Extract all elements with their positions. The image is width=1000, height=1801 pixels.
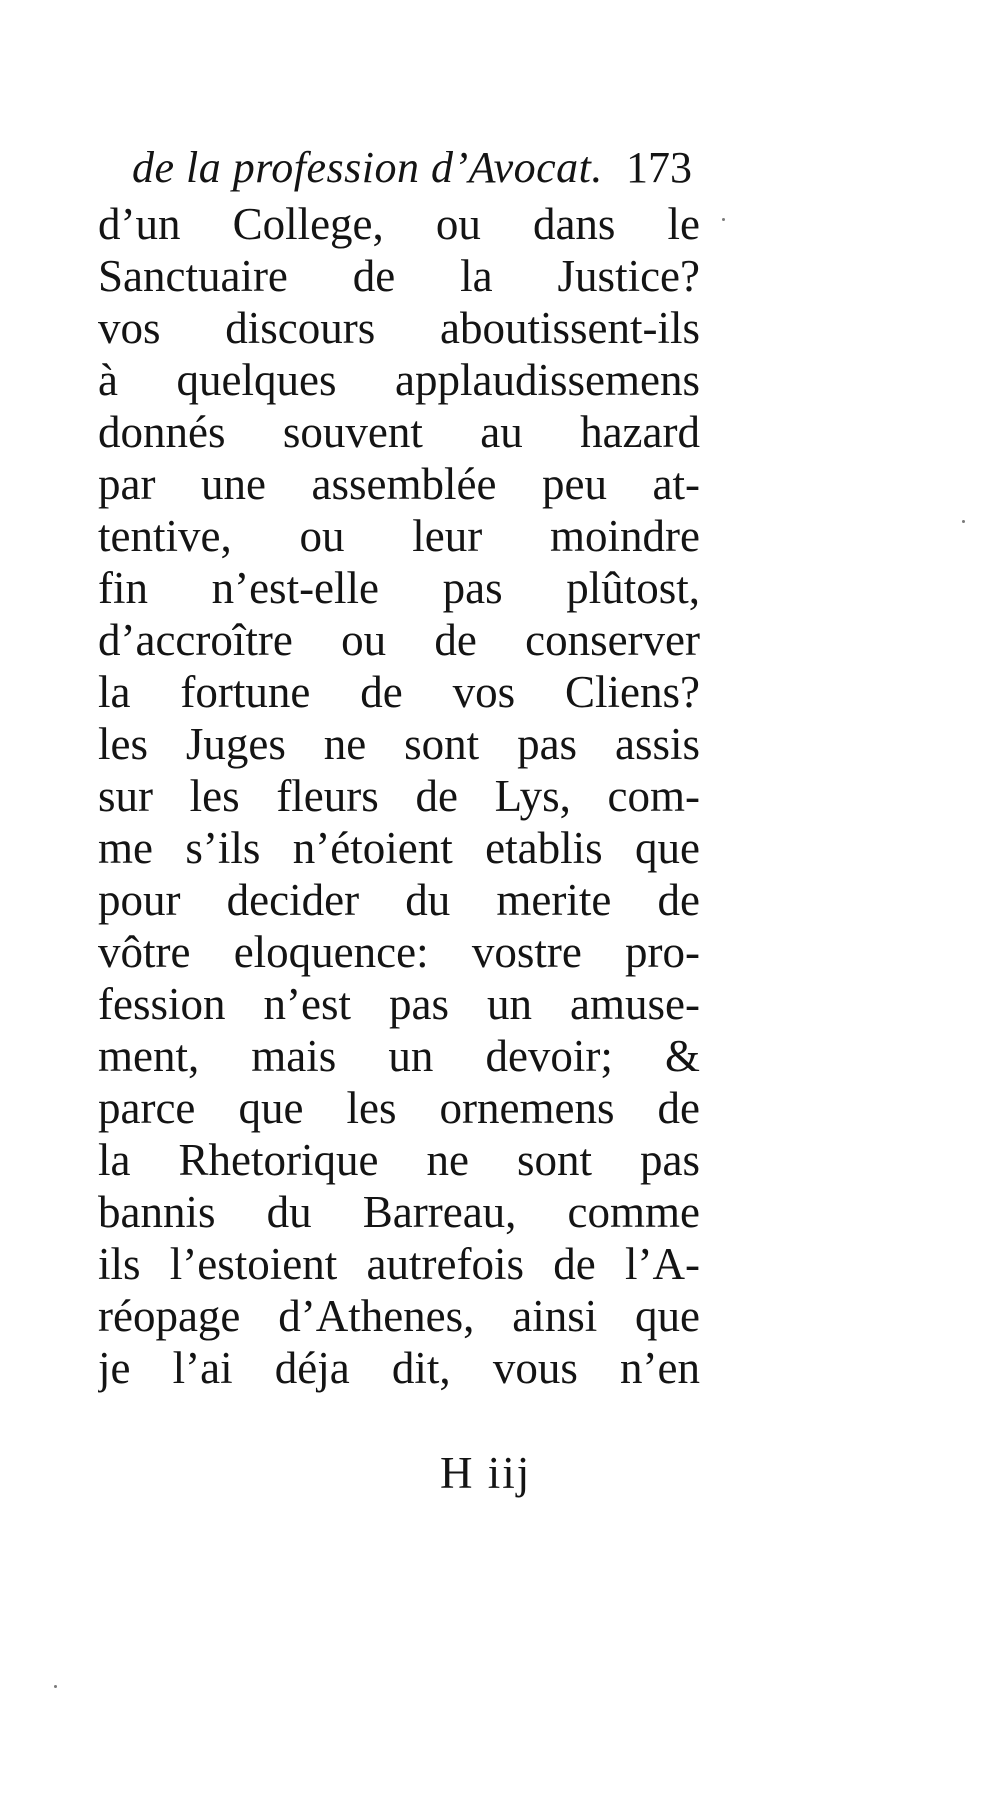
text-line: parce que les ornemens de: [98, 1083, 700, 1133]
text-line: je l’ai déja dit, vous n’en: [98, 1343, 700, 1393]
text-line: fin n’est-elle pas plûtost,: [98, 563, 700, 613]
text-line: me s’ils n’étoient etablis que: [98, 823, 700, 873]
text-line: vôtre eloquence: vostre pro-: [98, 927, 700, 977]
page-number: 173: [626, 143, 692, 192]
paper-speck: [722, 218, 725, 221]
text-line: les Juges ne sont pas assis: [98, 719, 700, 769]
text-line: d’un College, ou dans le: [98, 199, 700, 249]
paper-speck: [962, 520, 965, 523]
text-line: Sanctuaire de la Justice?: [98, 251, 700, 301]
text-line: bannis du Barreau, comme: [98, 1187, 700, 1237]
text-line: vos discours aboutissent-ils: [98, 303, 700, 353]
text-line: par une assemblée peu at-: [98, 459, 700, 509]
text-line: d’accroître ou de conserver: [98, 615, 700, 665]
text-line: ils l’estoient autrefois de l’A-: [98, 1239, 700, 1289]
text-line: pour decider du merite de: [98, 875, 700, 925]
running-head: [0, 138, 1000, 198]
text-line: la fortune de vos Cliens?: [98, 667, 700, 717]
text-line: ment, mais un devoir; &: [98, 1031, 700, 1081]
paper-speck: [54, 1685, 57, 1688]
text-line: fession n’est pas un amuse-: [98, 979, 700, 1029]
signature-mark: H iij: [440, 1448, 532, 1498]
text-line: sur les fleurs de Lys, com-: [98, 771, 700, 821]
text-line: la Rhetorique ne sont pas: [98, 1135, 700, 1185]
running-title: de la profession d’Avocat.: [132, 143, 603, 192]
text-line: à quelques applaudissemens: [98, 355, 700, 405]
text-line: donnés souvent au hazard: [98, 407, 700, 457]
body-text: [98, 198, 700, 1394]
text-line: réopage d’Athenes, ainsi que: [98, 1291, 700, 1341]
text-line: tentive, ou leur moindre: [98, 511, 700, 561]
